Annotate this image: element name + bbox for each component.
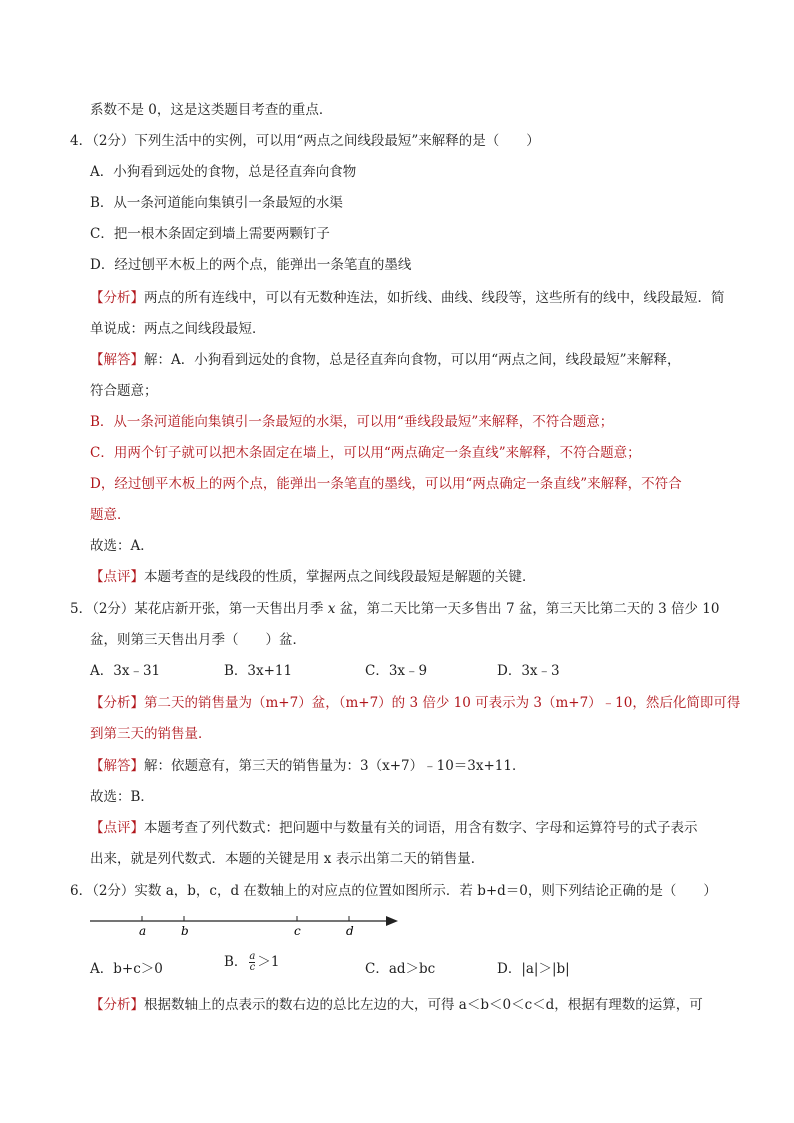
analysis-tag: 【分析】 — [90, 695, 144, 711]
analysis — [90, 288, 725, 308]
label-c: c — [294, 924, 301, 938]
comment-tag: 【点评】 — [90, 569, 144, 585]
comment — [90, 818, 698, 838]
analysis — [90, 693, 740, 713]
answer-d-cont: 题意． — [90, 507, 131, 523]
comment-cont: 出来，就是列代数式．本题的关键是用 x 表示出第二天的销售量． — [90, 851, 485, 867]
question-5: 5．（2分）某花店新开张，第一天售出月季 x 盆，第二天比第一天多售出 7 盆，第三天比第二天的 3 倍少 10 — [70, 601, 720, 617]
option-c: C．3x﹣9 — [365, 663, 428, 679]
answer-cont: 符合题意； — [90, 383, 158, 399]
comment-tag: 【点评】 — [90, 820, 144, 836]
answer — [90, 350, 681, 370]
analysis-tag: 【分析】 — [90, 997, 144, 1013]
analysis-tag: 【分析】 — [90, 290, 144, 306]
answer-b: B．从一条河道能向集镇引一条最短的水渠，可以用“垂线段最短”来解释，不符合题意； — [90, 414, 614, 430]
option-a: A．b+c＞0 — [90, 961, 163, 977]
comment-text: 本题考查的是线段的性质，掌握两点之间线段最短是解题的关键． — [144, 569, 536, 585]
answer-tag: 【解答】 — [90, 758, 144, 774]
question-6: 6．（2分）实数 a，b，c，d 在数轴上的对应点的位置如图所示．若 b+d＝0，则下列结论正确的是（ ） — [70, 883, 717, 899]
option-b: B． $\frac{a}{c}$ ＞1 — [224, 951, 280, 973]
question-5-cont: 盆，则第三天售出月季（ ）盆． — [90, 632, 306, 648]
analysis-text: 第二天的销售量为（m+7）盆，（m+7）的 3 倍少 10 可表示为 3（m+7）﹣10，然后化简即可得 — [144, 695, 741, 711]
option-b: B．从一条河道能向集镇引一条最短的水渠 — [90, 195, 343, 211]
selection: 故选：B． — [90, 789, 154, 805]
option-a: A．小狗看到远处的食物，总是径直奔向食物 — [90, 164, 357, 180]
answer-c: C．用两个钉子就可以把木条固定在墙上，可以用“两点确定一条直线”来解释，不符合题意； — [90, 445, 641, 461]
option-c: C．ad＞bc — [365, 961, 436, 977]
var-x: x — [327, 601, 336, 617]
option-a: A．3x﹣31 — [90, 663, 161, 679]
analysis-text: 两点的所有连线中，可以有无数种连法，如折线、曲线、线段等，这些所有的线中，线段最短．简 — [144, 290, 725, 306]
analysis-text: 根据数轴上的点表示的数右边的总比左边的大，可得 a＜b＜0＜c＜d，根据有理数的运算，可 — [144, 997, 703, 1013]
answer — [90, 756, 525, 776]
label-d: d — [346, 924, 354, 938]
option-d: D．经过刨平木板上的两个点，能弹出一条笔直的墨线 — [90, 257, 412, 273]
label-a: a — [139, 924, 147, 938]
arrow-icon — [386, 916, 398, 926]
selection: 故选：A． — [90, 538, 154, 554]
option-d: D．|a|＞|b| — [497, 961, 570, 977]
analysis-cont: 到第三天的销售量． — [90, 726, 212, 742]
comment — [90, 567, 536, 587]
answer-text: 解：依题意有，第三天的销售量为：3（x+7）﹣10＝3x+11． — [144, 758, 526, 774]
label-b: b — [181, 924, 189, 938]
analysis-cont: 单说成：两点之间线段最短． — [90, 321, 266, 337]
option-c: C．把一根木条固定到墙上需要两颗钉子 — [90, 226, 330, 242]
answer-d: D，经过刨平木板上的两个点，能弹出一条笔直的墨线，可以用“两点确定一条直线”来解释，不符合 — [90, 476, 682, 492]
text-line: 系数不是 0，这是这类题目考查的重点． — [90, 102, 333, 118]
fraction: $\frac{a}{c}$ — [249, 951, 256, 973]
question-4: 4．（2分）下列生活中的实例，可以用“两点之间线段最短”来解释的是（ ） — [70, 133, 540, 149]
number-line — [88, 908, 400, 940]
option-d: D．3x﹣3 — [497, 663, 560, 679]
option-b: B．3x+11 — [224, 663, 293, 679]
answer-tag: 【解答】 — [90, 352, 144, 368]
answer-text: 解：A．小狗看到远处的食物，总是径直奔向食物，可以用“两点之间，线段最短”来解释， — [144, 352, 681, 368]
comment-text: 本题考查了列代数式：把问题中与数量有关的词语，用含有数字、字母和运算符号的式子表示 — [144, 820, 698, 836]
analysis — [90, 995, 703, 1015]
